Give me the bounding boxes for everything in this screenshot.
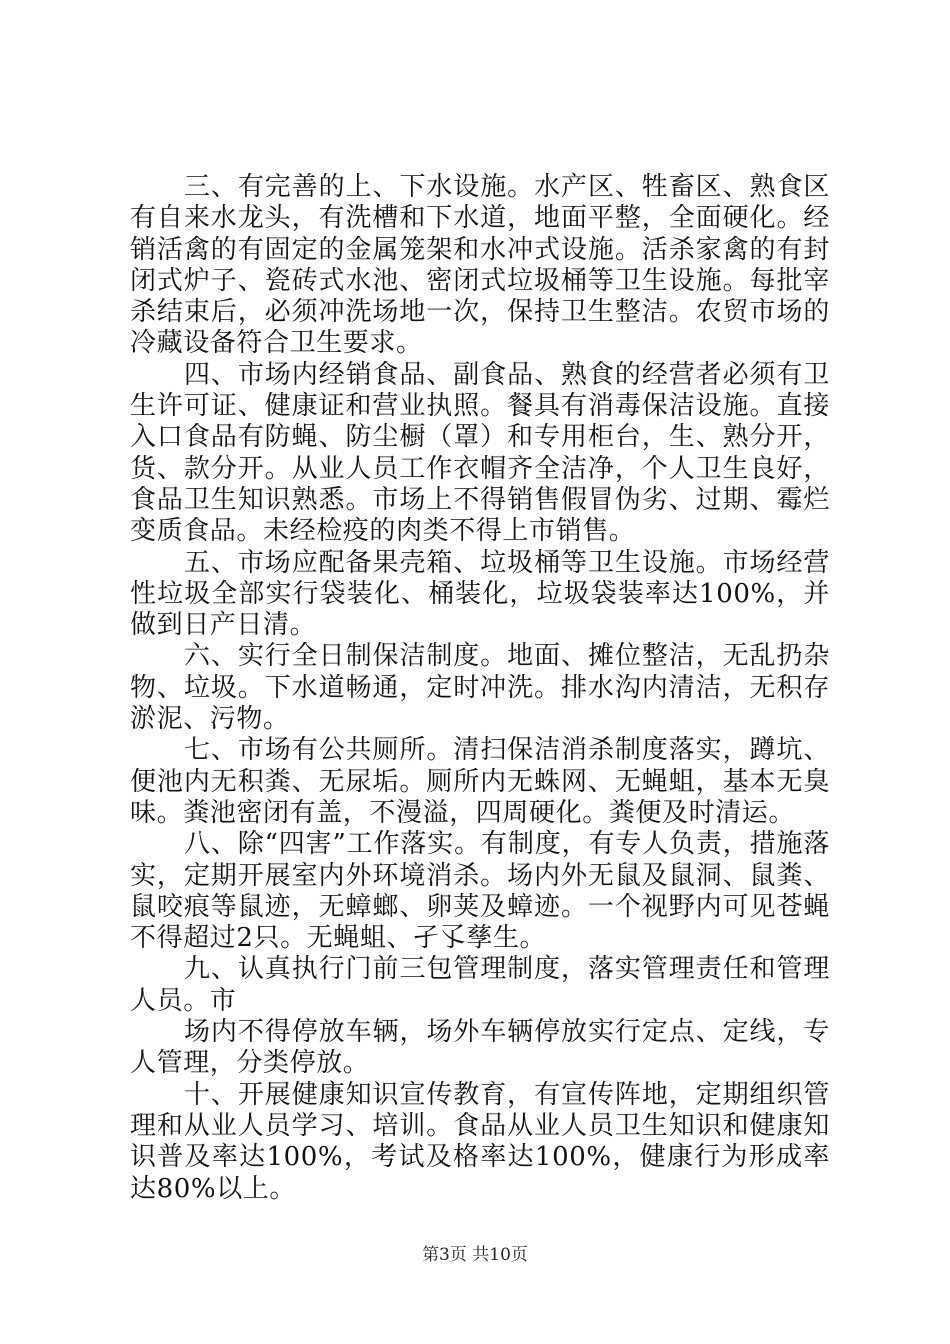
paragraph-3: 三、有完善的上、下水设施。水产区、牲畜区、熟食区有自来水龙头，有洗槽和下水道，地面平整，全面硬化。经销活禽的有固定的金属笼架和水冲式设施。活杀家禽的有封闭式炉子、瓷砖式水池、密闭式垃圾桶等卫生设施。每批宰杀结束后，必须冲洗场地一次，保持卫生整洁。农贸市场的冷藏设备符合卫生要求。	[130, 172, 830, 359]
paragraph-6: 六、实行全日制保洁制度。地面、摊位整洁，无乱扔杂物、垃圾。下水道畅通，定时冲洗。排水沟内清洁，无积存淤泥、污物。	[130, 641, 830, 735]
paragraph-9-continued: 场内不得停放车辆，场外车辆停放实行定点、定线，专人管理，分类停放。	[130, 1017, 830, 1079]
paragraph-7: 七、市场有公共厕所。清扫保洁消杀制度落实，蹲坑、便池内无积粪、无尿垢。厕所内无蛛网、无蝇蛆，基本无臭味。粪池密闭有盖，不漫溢，四周硬化。粪便及时清运。	[130, 735, 830, 828]
page-number-label: 第3页 共10页	[422, 1245, 528, 1265]
page-footer	[0, 1244, 950, 1266]
paragraph-10: 十、开展健康知识宣传教育，有宣传阵地，定期组织管理和从业人员学习、培训。食品从业人员卫生知识和健康知识普及率达100%，考试及格率达100%，健康行为形成率达80%以上。	[130, 1079, 830, 1204]
paragraph-9: 九、认真执行门前三包管理制度，落实管理责任和管理人员。市	[130, 954, 830, 1016]
paragraph-4: 四、市场内经销食品、副食品、熟食的经营者必须有卫生许可证、健康证和营业执照。餐具有消毒保洁设施。直接入口食品有防蝇、防尘橱（罩）和专用柜台，生、熟分开，货、款分开。从业人员工作衣帽齐全洁净，个人卫生良好，食品卫生知识熟悉。市场上不得销售假冒伪劣、过期、霉烂变质食品。未经检疫的肉类不得上市销售。	[130, 359, 830, 547]
document-body	[130, 172, 830, 1205]
paragraph-8: 八、除“四害”工作落实。有制度，有专人负责，措施落实，定期开展室内外环境消杀。场内外无鼠及鼠洞、鼠粪、鼠咬痕等鼠迹，无蟑螂、卵荚及蟑迹。一个视野内可见苍蝇不得超过2只。无蝇蛆、孑孓孳生。	[130, 829, 830, 954]
paragraph-5: 五、市场应配备果壳箱、垃圾桶等卫生设施。市场经营性垃圾全部实行袋装化、桶装化，垃圾袋装率达100%，并做到日产日清。	[130, 547, 830, 641]
